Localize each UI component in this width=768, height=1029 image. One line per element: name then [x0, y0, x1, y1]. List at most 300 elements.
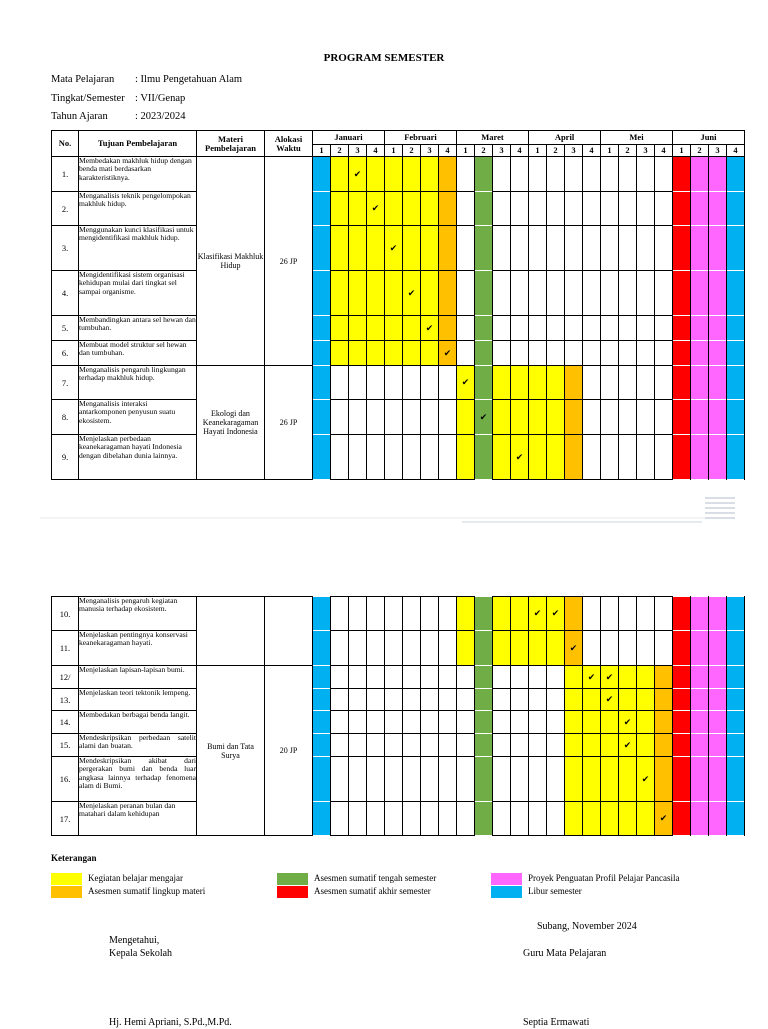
meta-year-label: Tahun Ajaran — [51, 111, 108, 122]
week-cell — [601, 734, 619, 757]
legend-item-sas — [277, 885, 431, 898]
week-cell — [529, 597, 547, 631]
week-cell — [439, 366, 457, 400]
week-cell — [619, 666, 637, 689]
week-cell — [511, 689, 529, 711]
week-cell — [511, 435, 529, 480]
week-cell — [439, 734, 457, 757]
week-cell — [331, 400, 349, 435]
material-cell: Ekologi dan Keanekaragaman Hayati Indonesia — [197, 366, 265, 480]
week-cell — [601, 435, 619, 480]
week-cell — [637, 597, 655, 631]
week-cell — [349, 757, 367, 802]
week-cell — [493, 597, 511, 631]
week-cell — [709, 802, 727, 836]
week-cell — [619, 157, 637, 192]
week-cell — [511, 192, 529, 226]
week-cell — [583, 435, 601, 480]
week-cell — [367, 597, 385, 631]
week-cell — [709, 271, 727, 316]
week-cell — [421, 341, 439, 366]
week-cell — [349, 271, 367, 316]
week-cell — [493, 631, 511, 666]
week-cell — [403, 341, 421, 366]
week-cell — [709, 366, 727, 400]
week-cell — [313, 711, 331, 734]
week-cell — [673, 192, 691, 226]
header-week: 4 — [367, 145, 385, 157]
header-week: 3 — [709, 145, 727, 157]
row-number: 3. — [52, 226, 79, 271]
week-cell — [313, 192, 331, 226]
week-cell — [637, 341, 655, 366]
week-cell — [565, 666, 583, 689]
week-cell — [331, 271, 349, 316]
week-cell — [529, 734, 547, 757]
week-cell — [727, 341, 745, 366]
table-row — [52, 757, 745, 802]
week-cell — [709, 226, 727, 271]
week-cell — [403, 802, 421, 836]
week-cell — [457, 366, 475, 400]
week-cell — [565, 366, 583, 400]
document-title: PROGRAM SEMESTER — [323, 52, 445, 64]
week-cell — [637, 435, 655, 480]
week-cell — [439, 689, 457, 711]
week-cell — [403, 271, 421, 316]
week-cell — [349, 400, 367, 435]
week-cell — [529, 435, 547, 480]
meta-grade — [51, 93, 185, 104]
week-cell — [691, 435, 709, 480]
week-cell — [511, 226, 529, 271]
week-cell — [313, 366, 331, 400]
check-mark: ✔ — [371, 203, 380, 213]
week-cell — [583, 734, 601, 757]
week-cell — [601, 366, 619, 400]
week-cell — [493, 689, 511, 711]
week-cell — [655, 157, 673, 192]
legend-item-lib — [491, 885, 582, 898]
table-row — [52, 157, 745, 192]
check-mark: ✔ — [407, 287, 416, 298]
legend-label-kbm: Kegiatan belajar mengajar — [88, 873, 183, 883]
week-cell — [331, 631, 349, 666]
week-cell — [475, 226, 493, 271]
week-cell — [439, 711, 457, 734]
week-cell — [475, 666, 493, 689]
header-week: 3 — [349, 145, 367, 157]
week-cell — [691, 734, 709, 757]
week-cell — [475, 734, 493, 757]
week-cell — [367, 757, 385, 802]
header-week: 4 — [727, 145, 745, 157]
week-cell — [331, 341, 349, 366]
week-cell — [583, 666, 601, 689]
week-cell — [385, 157, 403, 192]
week-cell — [601, 226, 619, 271]
week-cell — [583, 157, 601, 192]
week-cell — [673, 435, 691, 480]
week-cell — [367, 271, 385, 316]
week-cell — [313, 666, 331, 689]
week-cell — [619, 435, 637, 480]
week-cell — [475, 366, 493, 400]
week-cell — [637, 157, 655, 192]
table-row — [52, 734, 745, 757]
row-learning-objective: Menganalisis pengaruh lingkungan terhadap makhluk hidup. — [79, 366, 197, 400]
week-cell — [547, 631, 565, 666]
legend-swatch-lib — [491, 886, 522, 898]
week-cell — [457, 157, 475, 192]
week-cell — [637, 271, 655, 316]
week-cell — [529, 631, 547, 666]
week-cell — [349, 226, 367, 271]
row-learning-objective: Membedakan makhluk hidup dengan benda mati berdasarkan karakteristiknya. — [79, 157, 197, 192]
week-cell — [709, 341, 727, 366]
week-cell — [349, 435, 367, 480]
check-mark: ✔ — [659, 813, 668, 823]
week-cell — [547, 689, 565, 711]
week-cell — [529, 226, 547, 271]
week-cell — [349, 689, 367, 711]
week-cell — [331, 757, 349, 802]
week-cell — [619, 689, 637, 711]
check-mark: ✔ — [515, 451, 524, 462]
week-cell — [403, 435, 421, 480]
header-week: 3 — [637, 145, 655, 157]
row-number: 5. — [52, 316, 79, 341]
week-cell — [421, 400, 439, 435]
week-cell — [367, 157, 385, 192]
check-mark: ✔ — [479, 411, 488, 422]
week-cell — [421, 757, 439, 802]
week-cell — [349, 157, 367, 192]
semester-program-table-part2 — [51, 596, 745, 836]
week-cell — [385, 711, 403, 734]
check-mark: ✔ — [533, 608, 542, 618]
week-cell — [655, 689, 673, 711]
week-cell — [457, 316, 475, 341]
week-cell — [601, 802, 619, 836]
week-cell — [331, 316, 349, 341]
allocation-cell: 20 JP — [265, 666, 313, 836]
week-cell — [439, 435, 457, 480]
legend-label-slm: Asesmen sumatif lingkup materi — [88, 886, 206, 896]
header-week: 2 — [691, 145, 709, 157]
week-cell — [601, 400, 619, 435]
header-month-2: Maret — [457, 131, 529, 145]
week-cell — [385, 435, 403, 480]
header-week: 1 — [601, 145, 619, 157]
week-cell — [601, 631, 619, 666]
week-cell — [349, 631, 367, 666]
week-cell — [727, 802, 745, 836]
week-cell — [673, 366, 691, 400]
week-cell — [655, 341, 673, 366]
week-cell — [709, 435, 727, 480]
week-cell — [547, 271, 565, 316]
week-cell — [565, 734, 583, 757]
row-learning-objective: Menganalisis pengaruh kegiatan manusia terhadap ekosistem. — [79, 597, 197, 631]
row-learning-objective: Mendeskripsikan akibat dari pergerakan bumi dan benda luar angkasa lainnya terhadap fenomena alam di Bumi. — [79, 757, 197, 802]
week-cell — [331, 711, 349, 734]
week-cell — [313, 226, 331, 271]
week-cell — [529, 316, 547, 341]
check-mark: ✔ — [605, 671, 614, 682]
meta-subject-value: : Ilmu Pengetahuan Alam — [135, 74, 243, 85]
week-cell — [709, 597, 727, 631]
legend-swatch-sts — [277, 873, 308, 885]
week-cell — [457, 666, 475, 689]
legend-label-lib: Libur semester — [528, 886, 582, 896]
meta-year-value: : 2023/2024 — [135, 111, 186, 122]
row-number: 12/ — [52, 666, 79, 689]
meta-grade-value: : VII/Genap — [135, 93, 186, 104]
week-cell — [349, 597, 367, 631]
week-cell — [583, 802, 601, 836]
week-cell — [565, 711, 583, 734]
week-cell — [403, 157, 421, 192]
table-row — [52, 666, 745, 689]
week-cell — [529, 271, 547, 316]
table-row — [52, 341, 745, 366]
week-cell — [439, 400, 457, 435]
week-cell — [673, 597, 691, 631]
header-week: 3 — [421, 145, 439, 157]
check-mark: ✔ — [623, 716, 632, 727]
week-cell — [637, 666, 655, 689]
week-cell — [331, 802, 349, 836]
week-cell — [709, 192, 727, 226]
week-cell — [511, 316, 529, 341]
meta-grade-label: Tingkat/Semester — [51, 93, 125, 104]
week-cell — [727, 435, 745, 480]
week-cell — [547, 366, 565, 400]
week-cell — [583, 400, 601, 435]
legend-title: Keterangan — [51, 853, 97, 863]
week-cell — [727, 666, 745, 689]
week-cell — [691, 689, 709, 711]
week-cell — [727, 734, 745, 757]
week-cell — [673, 734, 691, 757]
week-cell — [493, 711, 511, 734]
header-week: 1 — [313, 145, 331, 157]
week-cell — [529, 711, 547, 734]
week-cell — [421, 802, 439, 836]
week-cell — [673, 631, 691, 666]
week-cell — [565, 271, 583, 316]
week-cell — [439, 757, 457, 802]
row-number: 15. — [52, 734, 79, 757]
week-cell — [403, 226, 421, 271]
page-break-strip — [40, 517, 730, 519]
week-cell — [529, 689, 547, 711]
week-cell — [637, 757, 655, 802]
week-cell — [493, 341, 511, 366]
header-month-3: April — [529, 131, 601, 145]
week-cell — [313, 435, 331, 480]
week-cell — [565, 597, 583, 631]
week-cell — [493, 157, 511, 192]
week-cell — [709, 631, 727, 666]
week-cell — [493, 666, 511, 689]
week-cell — [457, 597, 475, 631]
check-mark: ✔ — [605, 694, 614, 704]
row-number: 14. — [52, 711, 79, 734]
week-cell — [349, 711, 367, 734]
header-week: 4 — [655, 145, 673, 157]
week-cell — [367, 711, 385, 734]
week-cell — [583, 366, 601, 400]
week-cell — [583, 316, 601, 341]
week-cell — [439, 192, 457, 226]
footer-stamp-image — [705, 494, 735, 524]
row-learning-objective: Membandingkan antara sel hewan dan tumbuhan. — [79, 316, 197, 341]
week-cell — [367, 802, 385, 836]
header-week: 2 — [547, 145, 565, 157]
week-cell — [313, 757, 331, 802]
week-cell — [475, 631, 493, 666]
header-no: No. — [52, 131, 79, 157]
row-learning-objective: Membedakan berbagai benda langit. — [79, 711, 197, 734]
week-cell — [619, 192, 637, 226]
week-cell — [475, 802, 493, 836]
week-cell — [727, 757, 745, 802]
week-cell — [403, 757, 421, 802]
week-cell — [493, 400, 511, 435]
week-cell — [601, 711, 619, 734]
week-cell — [403, 689, 421, 711]
week-cell — [673, 666, 691, 689]
week-cell — [529, 341, 547, 366]
week-cell — [385, 341, 403, 366]
row-learning-objective: Mendeskripsikan perbedaan satelit alami dan buatan. — [79, 734, 197, 757]
row-number: 9. — [52, 435, 79, 480]
week-cell — [349, 802, 367, 836]
week-cell — [439, 226, 457, 271]
week-cell — [691, 157, 709, 192]
meta-year — [51, 111, 185, 122]
week-cell — [691, 192, 709, 226]
week-cell — [493, 366, 511, 400]
week-cell — [421, 157, 439, 192]
week-cell — [511, 400, 529, 435]
header-week: 1 — [385, 145, 403, 157]
week-cell — [367, 366, 385, 400]
legend-label-sas: Asesmen sumatif akhir semester — [314, 886, 431, 896]
week-cell — [421, 226, 439, 271]
legend-label-p5: Proyek Penguatan Profil Pelajar Pancasila — [528, 873, 680, 883]
week-cell — [385, 192, 403, 226]
week-cell — [331, 597, 349, 631]
week-cell — [619, 316, 637, 341]
header-month-5: Juni — [673, 131, 745, 145]
check-mark: ✔ — [587, 671, 596, 682]
week-cell — [637, 226, 655, 271]
material-cell-continued — [197, 597, 265, 666]
week-cell — [475, 316, 493, 341]
week-cell — [367, 192, 385, 226]
week-cell — [547, 802, 565, 836]
header-week: 2 — [475, 145, 493, 157]
week-cell — [349, 341, 367, 366]
week-cell — [709, 400, 727, 435]
week-cell — [367, 400, 385, 435]
week-cell — [403, 666, 421, 689]
week-cell — [313, 400, 331, 435]
week-cell — [691, 271, 709, 316]
check-mark: ✔ — [623, 739, 632, 750]
check-mark: ✔ — [443, 347, 452, 358]
week-cell — [637, 400, 655, 435]
week-cell — [313, 802, 331, 836]
check-mark: ✔ — [569, 642, 578, 653]
week-cell — [709, 666, 727, 689]
week-cell — [619, 757, 637, 802]
week-cell — [529, 802, 547, 836]
week-cell — [637, 734, 655, 757]
week-cell — [529, 400, 547, 435]
check-mark: ✔ — [353, 168, 362, 179]
week-cell — [709, 316, 727, 341]
allocation-cell-continued — [265, 597, 313, 666]
week-cell — [385, 366, 403, 400]
week-cell — [655, 631, 673, 666]
week-cell — [655, 711, 673, 734]
week-cell — [673, 757, 691, 802]
week-cell — [655, 366, 673, 400]
week-cell — [655, 271, 673, 316]
row-number: 1. — [52, 157, 79, 192]
row-learning-objective: Menjelaskan teori tektonik lempeng. — [79, 689, 197, 711]
week-cell — [403, 734, 421, 757]
week-cell — [619, 271, 637, 316]
week-cell — [475, 435, 493, 480]
week-cell — [727, 366, 745, 400]
week-cell — [313, 157, 331, 192]
week-cell — [547, 400, 565, 435]
week-cell — [313, 341, 331, 366]
week-cell — [583, 631, 601, 666]
week-cell — [691, 757, 709, 802]
material-cell: Klasifikasi Makhluk Hidup — [197, 157, 265, 366]
week-cell — [727, 226, 745, 271]
week-cell — [511, 597, 529, 631]
week-cell — [655, 597, 673, 631]
week-cell — [385, 631, 403, 666]
row-number: 7. — [52, 366, 79, 400]
week-cell — [385, 597, 403, 631]
week-cell — [655, 400, 673, 435]
week-cell — [619, 341, 637, 366]
material-cell: Bumi dan Tata Surya — [197, 666, 265, 836]
week-cell — [331, 157, 349, 192]
week-cell — [601, 689, 619, 711]
week-cell — [565, 341, 583, 366]
legend-swatch-kbm — [51, 873, 82, 885]
week-cell — [421, 192, 439, 226]
week-cell — [457, 689, 475, 711]
week-cell — [565, 435, 583, 480]
week-cell — [421, 689, 439, 711]
week-cell — [493, 734, 511, 757]
week-cell — [439, 631, 457, 666]
week-cell — [511, 366, 529, 400]
week-cell — [565, 802, 583, 836]
week-cell — [367, 666, 385, 689]
week-cell — [511, 757, 529, 802]
